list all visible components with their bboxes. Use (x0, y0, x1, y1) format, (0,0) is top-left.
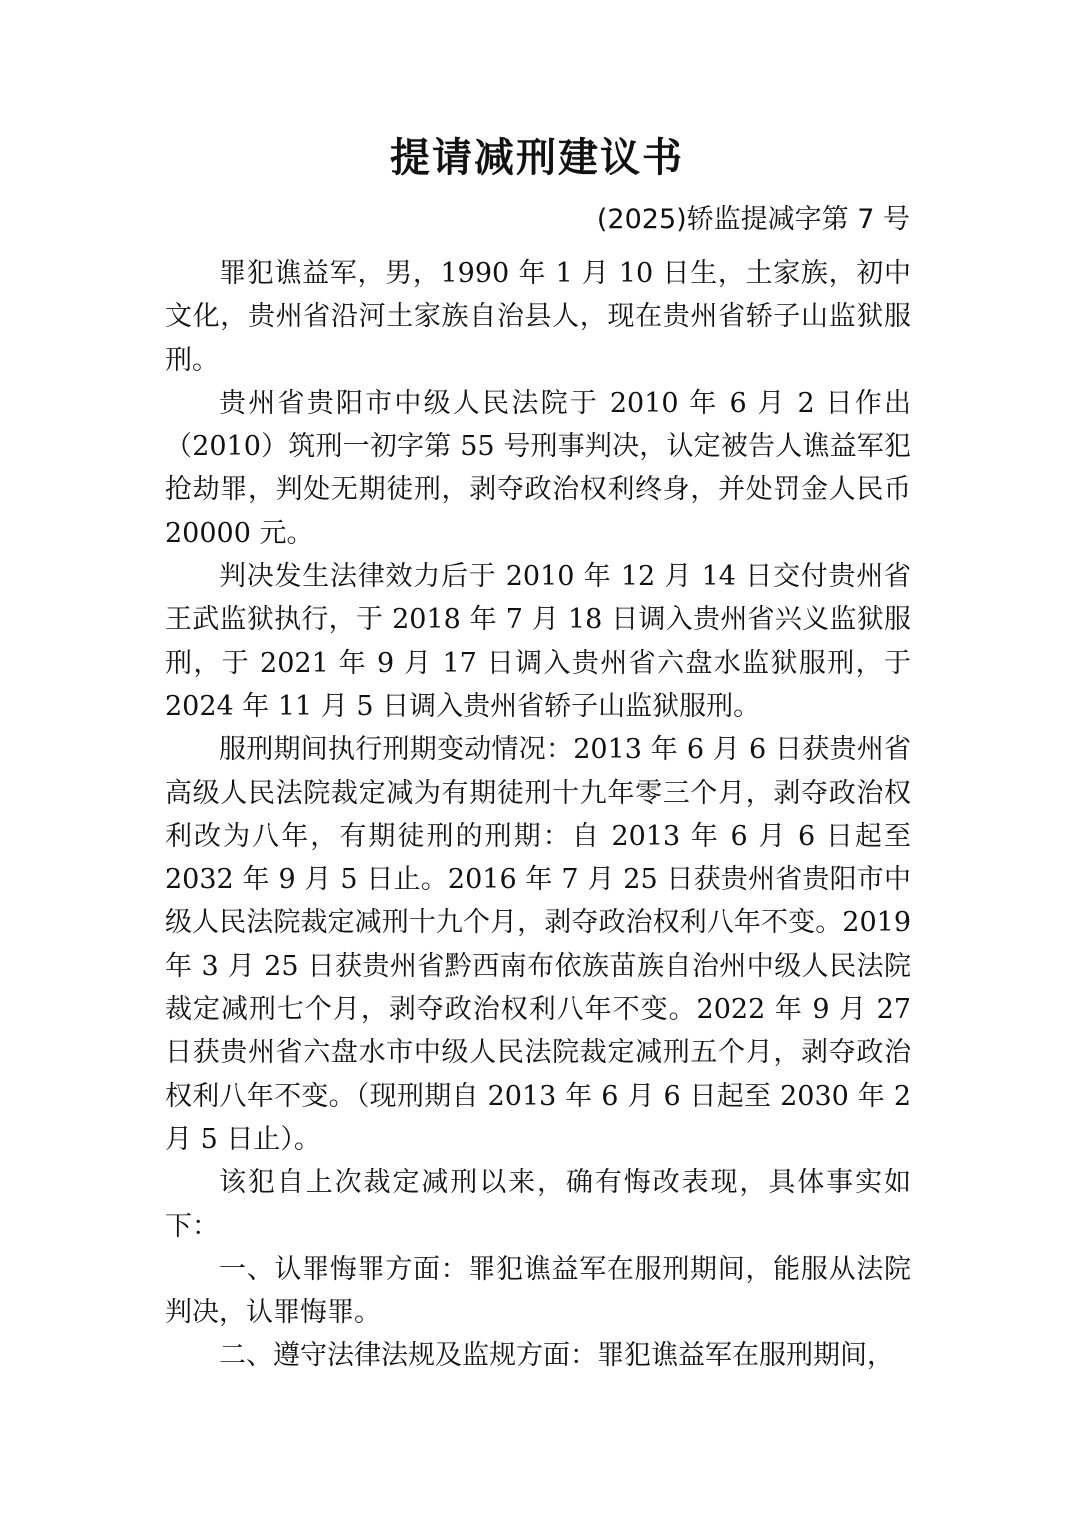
paragraph-repentance-intro: 该犯自上次裁定减刑以来，确有悔改表现，具体事实如下： (165, 1167, 911, 1242)
paragraph-execution-transfers: 判决发生法律效力后于 2010 年 12 月 14 日交付贵州省王武监狱执行，于 2018 年 7 月 18 日调入贵州省兴义监狱服刑，于 2021 年 9 月 17 日调入贵州省六盘水监狱服刑，于 2024 年 11 月 5 日调入贵州省轿子山监狱服刑。 (165, 561, 911, 722)
paragraph-sentence-changes: 服刑期间执行刑期变动情况：2013 年 6 月 6 日获贵州省高级人民法院裁定减为有期徒刑十九年零三个月，剥夺政治权利改为八年，有期徒刑的刑期：自 2013 年 6 月 6 日起至 2032 年 9 月 5 日止。2016 年 7 月 25 日获贵州省贵阳市中级人民法院裁定减刑十九个月，剥夺政治权利八年不变。2019 年 3 月 25 日获贵州省黔西南布依族苗族自治州中级人民法院裁定减刑七个月，剥夺政治权利八年不变。2022 年 9 月 27 日获贵州省六盘水市中级人民法院裁定减刑五个月，剥夺政治权利八年不变。（现刑期自 2013 年 6 月 6 日起至 2030 年 2 月 5 日止）。 (165, 734, 911, 1155)
paragraph-admit-guilt: 一、认罪悔罪方面：罪犯谯益军在服刑期间，能服从法院判决，认罪悔罪。 (165, 1253, 911, 1329)
paragraph-criminal-info: 罪犯谯益军，男，1990 年 1 月 10 日生，土家族，初中文化，贵州省沿河土家族自治县人，现在贵州省轿子山监狱服刑。 (165, 258, 911, 376)
document-number: (2025)轿监提减字第 7 号 (596, 204, 910, 235)
paragraph-original-judgment: 贵州省贵阳市中级人民法院于 2010 年 6 月 2 日作出（2010）筑刑一初字第 55 号刑事判决，认定被告人谯益军犯抢劫罪，判处无期徒刑，剥夺政治权利终身，并处罚金人民币 20000 元。 (165, 387, 911, 549)
document-title: 提请减刑建议书 (390, 134, 684, 181)
paragraph-obey-rules: 二、遵守法律法规及监规方面：罪犯谯益军在服刑期间， (219, 1340, 894, 1372)
document-body (165, 252, 911, 1378)
